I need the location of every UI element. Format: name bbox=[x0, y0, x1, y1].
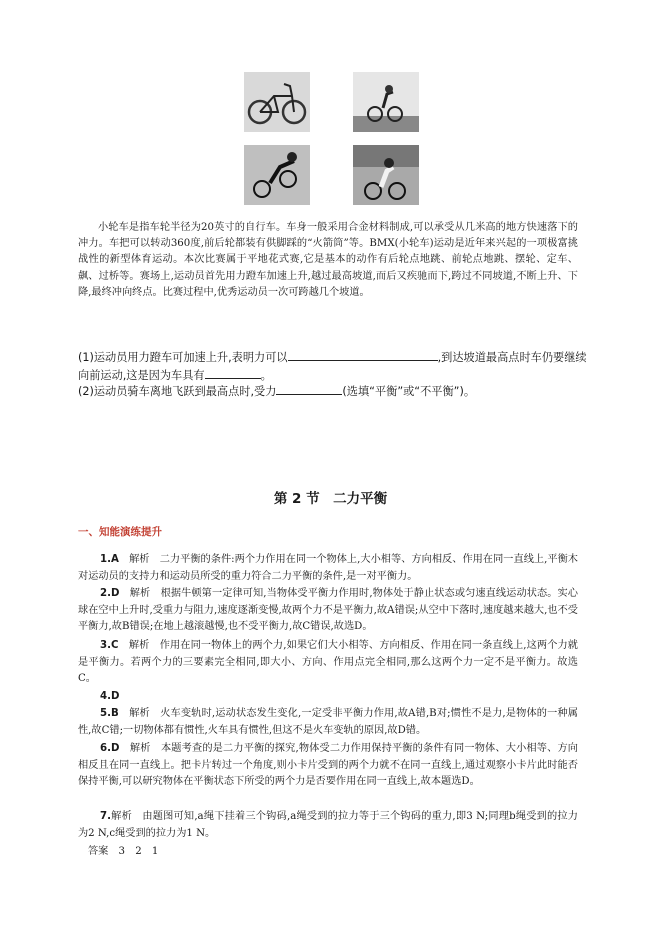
answer-number: 4.D bbox=[100, 691, 120, 702]
answer-blank-1 bbox=[288, 349, 438, 361]
question-1 bbox=[78, 349, 588, 385]
answer-text: 解析 火车变轨时,运动状态发生变化,一定受非平衡力作用,故A错,B对;惯性不是力,是物体的一种属性,故C错;一切物体都有惯性,火车具有惯性,但这不是火车变轨的原因,故D错。 bbox=[78, 708, 578, 736]
answer-number: 2.D bbox=[100, 588, 120, 599]
part-title: 一、知能演练提升 bbox=[78, 526, 162, 538]
rider-ramp-photo bbox=[353, 72, 419, 132]
answer-number: 3.C bbox=[100, 640, 119, 651]
section-title: 第 2 节 二力平衡 bbox=[273, 491, 388, 507]
question-2 bbox=[78, 383, 588, 401]
answer-number: 5.B bbox=[100, 708, 119, 719]
answer-item bbox=[78, 706, 578, 739]
answer-number: 7. bbox=[100, 811, 111, 822]
intro-paragraph: 小轮车是指车轮半径为20英寸的自行车。车身一般采用合金材料制成,可以承受从几米高的地方快速落下的冲力。车把可以转动360度,前后轮都装有供脚踩的“火箭筒”等。BMX(小轮车)运动是近年来兴起的一项极富挑战性的新型体育运动。本次比赛属于平地花式赛,它是基本的动作有后轮点地跳、前轮点地跳、摆轮、定车、飙、过桥等。赛场上,运动员首先用力蹬车加速上升,越过最高坡道,而后又疾驰而下,跨过不同坡道,不断上升、下降,最终冲向终点。比赛过程中,优秀运动员一次可跨越几个坡道。 bbox=[78, 222, 578, 298]
answer-text: 解析 作用在同一物体上的两个力,如果它们大小相等、方向相反、作用在同一条直线上,这两个力就是平衡力。若两个力的三要素完全相同,即大小、方向、作用点完全相同,那么这两个力一定不是平衡力。故选C。 bbox=[78, 640, 578, 685]
bmx-bike-illustration bbox=[244, 72, 310, 132]
answer-number: 1.A bbox=[100, 554, 119, 565]
rider-race-illustration bbox=[353, 145, 419, 205]
question-2-text-b: (选填“平衡”或“不平衡”)。 bbox=[342, 385, 476, 398]
question-1-text-a: (1)运动员用力蹬车可加速上升,表明力可以 bbox=[78, 351, 288, 364]
bmx-bike-photo bbox=[244, 72, 310, 132]
rider-ramp-illustration bbox=[353, 72, 419, 132]
rider-jump-photo bbox=[244, 145, 310, 205]
question-2-text-a: (2)运动员骑车离地飞跃到最高点时,受力 bbox=[78, 385, 277, 398]
answer-item bbox=[78, 741, 578, 791]
answer-text: 解析 根据牛顿第一定律可知,当物体受平衡力作用时,物体处于静止状态或匀速直线运动状态。实心球在空中上升时,受重力与阻力,速度逐渐变慢,故两个力不是平衡力,故A错误;从空中下落时,速度越来越大,也不受平衡力,故B错误;在地上越滚越慢,也不受平衡力,故C错误,故选D。 bbox=[78, 588, 578, 633]
answer-line: 答案 3 2 1 bbox=[88, 846, 159, 857]
answer-item bbox=[78, 552, 578, 585]
answer-item bbox=[78, 586, 578, 636]
answer-text: 解析 二力平衡的条件:两个力作用在同一个物体上,大小相等、方向相反、作用在同一直线上,平衡木对运动员的支持力和运动员所受的重力符合二力平衡的条件,是一对平衡力。 bbox=[78, 554, 578, 582]
answer-item bbox=[78, 809, 578, 842]
answer-blank-2 bbox=[205, 367, 261, 379]
answer-item bbox=[78, 638, 578, 688]
question-1-text-c: 。 bbox=[260, 369, 272, 382]
answer-blank-3 bbox=[276, 383, 342, 395]
rider-race-photo bbox=[353, 145, 419, 205]
rider-jump-illustration bbox=[244, 145, 310, 205]
answer-text: 解析 本题考查的是二力平衡的探究,物体受二力作用保持平衡的条件有同一物体、大小相等、方向相反且在同一直线上。把卡片转过一个角度,则小卡片受到的两个力就不在同一直线上,通过观察小卡片此时能否保持平衡,可以研究物体在平衡状态下所受的两个力是否要作用在同一直线上,故本题选D。 bbox=[78, 743, 578, 788]
answer-number: 6.D bbox=[100, 743, 120, 754]
answer-text: 解析 由题图可知,a绳下挂着三个钩码,a绳受到的拉力等于三个钩码的重力,即3 N;同理b绳受到的拉力为2 N,c绳受到的拉力为1 N。 bbox=[78, 811, 578, 839]
question-1-text-b: ,到达坡道最高点时车仍要继续向前运动,这是因为车具有 bbox=[78, 351, 587, 382]
answer-item bbox=[78, 689, 578, 706]
